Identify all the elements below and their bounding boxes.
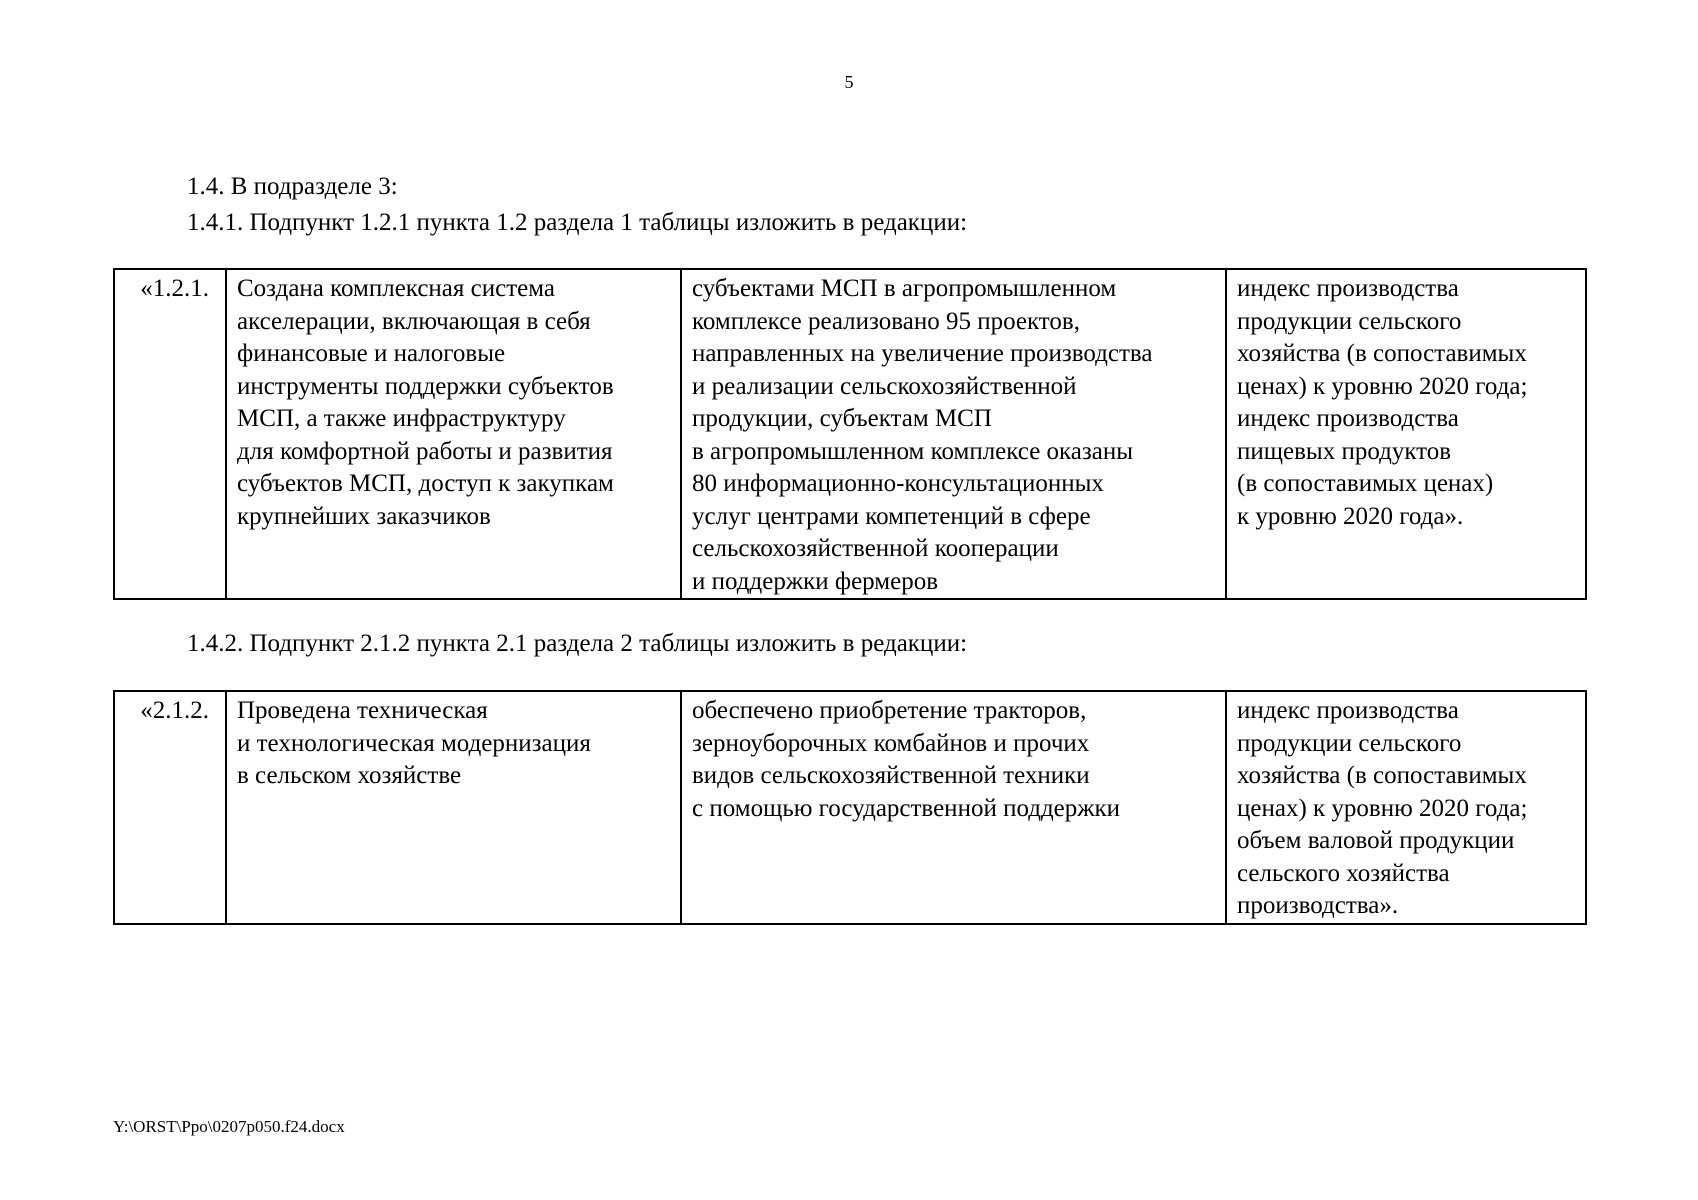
indicators-cell xyxy=(1226,269,1586,599)
table-item-2-1-2 xyxy=(113,690,1587,925)
table-row xyxy=(114,691,1586,924)
page-number: 5 xyxy=(844,72,854,92)
event-cell xyxy=(226,691,681,924)
item-number-cell xyxy=(114,269,226,599)
indicators-text: индекс производства продукции сельского хозяйства (в сопоставимых ценах) к уровню 2020 года; индекс производства пищевых продуктов (в сопоставимых ценах) к уровню 2020 года». xyxy=(1237,275,1528,530)
result-cell xyxy=(681,691,1226,924)
event-cell xyxy=(226,269,681,599)
paragraph-1-4-1: 1.4.1. Подпункт 1.2.1 пункта 1.2 раздела 1 таблицы изложить в редакции: xyxy=(187,209,968,236)
footer-file-path: Y:\ORST\Ppo\0207p050.f24.docx xyxy=(113,1117,345,1136)
table-row xyxy=(114,269,1586,599)
indicators-text: индекс производства продукции сельского хозяйства (в сопоставимых ценах) к уровню 2020 года; объем валовой продукции сельского хозяйства производства». xyxy=(1237,697,1528,919)
event-text: Проведена техническая и технологическая модернизация в сельском хозяйстве xyxy=(237,697,591,789)
paragraph-1-4-2: 1.4.2. Подпункт 2.1.2 пункта 2.1 раздела 2 таблицы изложить в редакции: xyxy=(187,630,968,657)
result-text: субъектами МСП в агропромышленном комплексе реализовано 95 проектов, направленных на увеличение производства и реализации сельскохозяйственной продукции, субъектам МСП в агропромышленном комплексе оказаны 80 информационно-консультационных услуг центрами компетенций в сфере сельскохозяйственной кооперации и поддержки фермеров xyxy=(692,275,1153,595)
indicators-cell xyxy=(1226,691,1586,924)
item-number-cell xyxy=(114,691,226,924)
paragraph-1-4: 1.4. В подразделе 3: xyxy=(187,173,398,200)
result-text: обеспечено приобретение тракторов, зерноуборочных комбайнов и прочих видов сельскохозяйственной техники с помощью государственной поддержки xyxy=(692,697,1121,822)
item-number: «1.2.1. xyxy=(140,275,209,302)
item-number: «2.1.2. xyxy=(140,697,209,724)
result-cell xyxy=(681,269,1226,599)
table-item-1-2-1 xyxy=(113,268,1587,600)
event-text: Создана комплексная система акселерации, включающая в себя финансовые и налоговые инструменты поддержки субъектов МСП, а также инфраструктуру для комфортной работы и развития субъектов МСП, доступ к закупкам крупнейших заказчиков xyxy=(237,275,614,530)
